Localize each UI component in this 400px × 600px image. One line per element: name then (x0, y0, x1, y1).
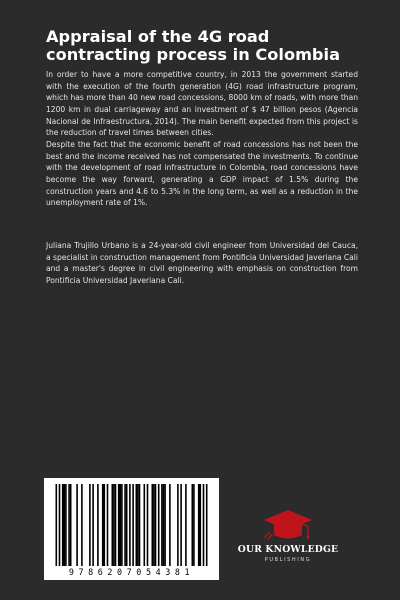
barcode-bar (137, 484, 139, 566)
barcode-bar (64, 484, 66, 566)
barcode-bar (180, 484, 182, 566)
barcode-bar (153, 484, 155, 566)
barcode-bar (132, 484, 134, 566)
barcode-bars (44, 478, 219, 568)
barcode-bar (102, 484, 104, 566)
barcode-bar (129, 484, 131, 566)
barcode-bar (206, 484, 208, 566)
book-title: Appraisal of the 4G road contracting process in Colombia (46, 27, 340, 64)
barcode-bar (104, 484, 106, 566)
publisher-subtitle: PUBLISHING (264, 557, 312, 563)
barcode-bar (113, 484, 115, 566)
barcode-bar (203, 484, 205, 566)
barcode-bar (192, 484, 194, 566)
barcode-bar (158, 484, 160, 566)
barcode-bar (115, 484, 117, 566)
barcode-bar (120, 484, 122, 566)
publisher-logo-block (229, 508, 347, 570)
barcode-bar (126, 484, 128, 566)
barcode-bar (121, 484, 123, 566)
description-paragraph-2: Despite the fact that the economic benefit of road concessions has not been the best and the income received has not compensated the investments. To continue with the development of road infrastructure in Colombia, road concessions have become the way forward, generating a GDP impact of 1.5% during the construction years and 4.6 to 5.3% in the long term, as well as a reduction in the unemployment rate of 1%. (46, 139, 358, 208)
barcode-bar (62, 484, 64, 566)
barcode-bar (65, 484, 67, 566)
barcode-bar (97, 484, 99, 566)
barcode-bar (163, 484, 165, 566)
barcode-bar (92, 484, 94, 566)
barcode-bar (107, 484, 109, 566)
barcode-bar (193, 484, 195, 566)
graduation-cap-icon (262, 508, 314, 542)
barcode-bar (68, 484, 70, 566)
barcode-bar (124, 484, 126, 566)
isbn-number: 9786207054381 (68, 567, 195, 577)
barcode-bar (139, 484, 141, 566)
barcode-bar (152, 484, 154, 566)
barcode-bar (198, 484, 200, 566)
barcode-bar (136, 484, 138, 566)
barcode-bar (147, 484, 149, 566)
barcode-bar (161, 484, 163, 566)
barcode-bar (200, 484, 202, 566)
barcode-bar (155, 484, 157, 566)
barcode-bar (59, 484, 61, 566)
book-description (46, 69, 358, 209)
isbn-barcode (44, 478, 219, 580)
author-bio: Juliana Trujillo Urbano is a 24-year-old civil engineer from Universidad del Cauca, a specialist in construction management from Pontificia Universidad Javeriana Cali and a master's degree in civil engineering with emphasis on construction from Pontificia Universidad Javeriana Cali. (46, 241, 358, 285)
barcode-bar (177, 484, 179, 566)
barcode-bar (56, 484, 58, 566)
barcode-bar (112, 484, 114, 566)
description-paragraph-1: In order to have a more competitive country, in 2013 the government started with the execution of the fourth generation (4G) road infrastructure program, which has more than 40 new road concessions, 8000 km of roads, with more than 1200 km in dual carriageway and an investment of $ 47 billion pesos (Agencia Nacional de Infraestructura, 2014). The main benefit expected from this project is the reduction of travel times between cities. (46, 70, 358, 138)
barcode-bar (70, 484, 72, 566)
barcode-bar (89, 484, 91, 566)
barcode-bar (169, 484, 171, 566)
publisher-name: OUR KNOWLEDGE (237, 544, 339, 555)
barcode-bar (76, 484, 78, 566)
barcode-bar (185, 484, 187, 566)
barcode-bar (144, 484, 146, 566)
barcode-bar (164, 484, 166, 566)
barcode-bar (81, 484, 83, 566)
barcode-bar (118, 484, 120, 566)
